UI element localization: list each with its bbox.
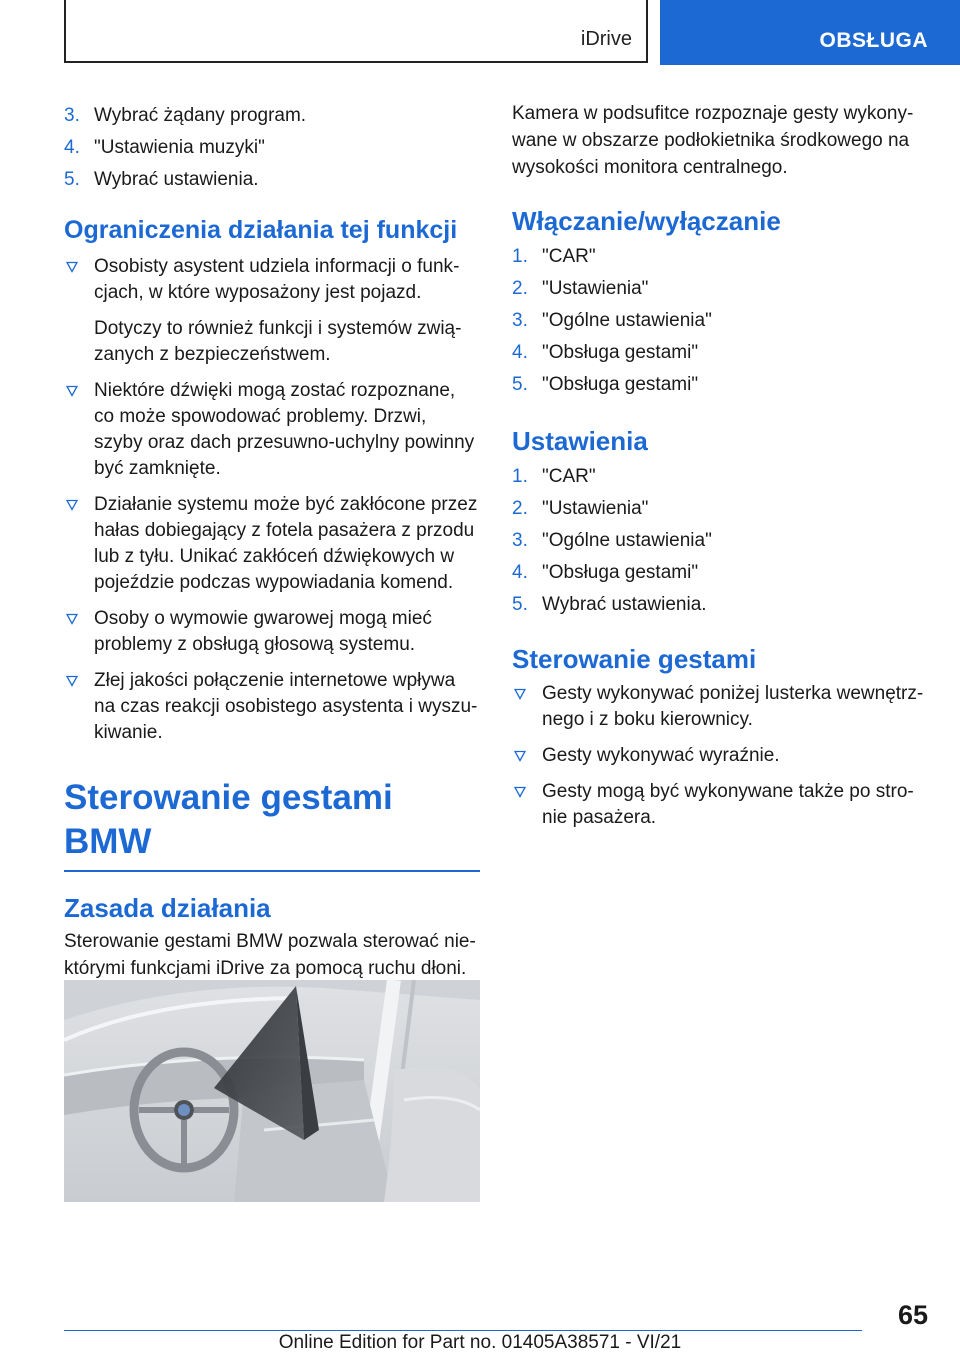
list-item xyxy=(512,493,928,525)
gesture-text: Gesty mogą być wykonywane także po stronie pasażera. xyxy=(542,781,914,828)
list-item xyxy=(512,241,928,273)
footer-rule xyxy=(64,1330,862,1331)
step-number: 3. xyxy=(64,105,80,126)
gesture-heading: Sterowanie gestami xyxy=(512,644,757,674)
heading-rule xyxy=(64,870,480,872)
list-item xyxy=(512,273,928,305)
list-item xyxy=(512,461,928,493)
step-text: "Ustawienia" xyxy=(542,278,649,299)
triangle-bullet-icon xyxy=(66,261,78,273)
list-item xyxy=(512,337,928,369)
step-text: "Ustawienia muzyki" xyxy=(94,137,265,158)
triangle-bullet-icon xyxy=(514,750,526,762)
list-item xyxy=(512,369,928,401)
limits-list xyxy=(64,254,480,746)
limit-text: Osobisty asystent udziela informacji o funkcjach, w które wyposażony jest pojazd. xyxy=(94,256,460,303)
car-interior-graphic xyxy=(64,980,480,1202)
step-text: Wybrać ustawienia. xyxy=(94,169,259,190)
list-item xyxy=(512,743,928,769)
limit-text: Osoby o wymowie gwarowej mogą mieć problemy z obsługą głosową systemu. xyxy=(94,608,432,655)
page-number: 65 xyxy=(897,1300,928,1330)
step-text: "Ustawienia" xyxy=(542,498,649,519)
step-number: 3. xyxy=(512,530,528,551)
settings-heading: Ustawienia xyxy=(512,426,648,456)
step-text: "Obsługa gestami" xyxy=(542,342,699,363)
car-interior-illustration xyxy=(64,980,480,1202)
step-text: "CAR" xyxy=(542,466,596,487)
limit-text: Niektóre dźwięki mogą zostać rozpoznane, co może spowodować problemy. Drzwi, szyby oraz dach przesuwno-uchylny powinny być zamknięte. xyxy=(94,380,475,479)
settings-steps xyxy=(512,461,928,621)
list-item xyxy=(64,668,480,746)
onoff-steps xyxy=(512,241,928,401)
triangle-bullet-icon xyxy=(66,675,78,687)
intro-text: Kamera w podsufitce rozpoznaje gesty wykonywane w obszarze podłokietnika środkowego na wysokości monitora centralnego. xyxy=(512,103,914,178)
gesture-text: Gesty wykonywać wyraźnie. xyxy=(542,745,780,766)
limit-text: Dotyczy to również funkcji i systemów związanych z bezpieczeństwem. xyxy=(94,318,462,365)
onoff-heading: Włączanie/wyłączanie xyxy=(512,206,781,236)
triangle-bullet-icon xyxy=(66,385,78,397)
step-text: Wybrać ustawienia. xyxy=(542,594,707,615)
list-item xyxy=(512,305,928,337)
step-text: "Obsługa gestami" xyxy=(542,374,699,395)
right-column xyxy=(512,100,928,831)
triangle-bullet-icon xyxy=(514,786,526,798)
limit-text: Złej jakości połączenie internetowe wpływa na czas reakcji osobistego asystenta i wyszukiwanie. xyxy=(94,670,478,743)
step-number: 5. xyxy=(64,169,80,190)
list-item xyxy=(64,132,480,164)
principle-heading: Zasada działania xyxy=(64,893,271,923)
main-heading: Sterowanie gestami BMW xyxy=(64,778,393,861)
program-steps xyxy=(64,100,480,196)
list-item xyxy=(512,681,928,733)
list-item xyxy=(512,589,928,621)
triangle-bullet-icon xyxy=(66,613,78,625)
left-column xyxy=(64,100,480,1042)
header-section-box xyxy=(64,0,648,63)
step-number: 2. xyxy=(512,498,528,519)
triangle-bullet-icon xyxy=(66,499,78,511)
list-item xyxy=(64,100,480,132)
step-text: "Obsługa gestami" xyxy=(542,562,699,583)
edition-note: Online Edition for Part no. 01405A38571 - VI/21 xyxy=(278,1332,682,1353)
list-item xyxy=(512,779,928,831)
header-chapter-tab xyxy=(660,0,960,65)
step-number: 4. xyxy=(512,562,528,583)
step-number: 5. xyxy=(512,594,528,615)
header-section-title: iDrive xyxy=(580,28,632,50)
step-number: 1. xyxy=(512,466,528,487)
step-text: Wybrać żądany program. xyxy=(94,105,307,126)
triangle-bullet-icon xyxy=(514,688,526,700)
gesture-list xyxy=(512,681,928,831)
gesture-text: Gesty wykonywać poniżej lusterka wewnętrznego i z boku kierownicy. xyxy=(542,683,924,730)
step-number: 5. xyxy=(512,374,528,395)
limit-text: Działanie systemu może być zakłócone przez hałas dobiegający z fotela pasażera z przodu lub z tyłu. Unikać zakłóceń dźwiękowych w pojeździe podczas wypowiadania komend. xyxy=(94,494,478,593)
list-item xyxy=(512,557,928,589)
step-number: 2. xyxy=(512,278,528,299)
principle-text: Sterowanie gestami BMW pozwala sterować niektórymi funkcjami iDrive za pomocą ruchu dłoni. xyxy=(64,931,476,979)
step-number: 3. xyxy=(512,310,528,331)
step-text: "CAR" xyxy=(542,246,596,267)
list-item xyxy=(64,492,480,596)
header-chapter-title: OBSŁUGA xyxy=(819,29,928,52)
list-item xyxy=(64,164,480,196)
list-item xyxy=(512,525,928,557)
step-number: 4. xyxy=(512,342,528,363)
list-item xyxy=(64,606,480,658)
step-number: 4. xyxy=(64,137,80,158)
list-item xyxy=(64,254,480,368)
step-number: 1. xyxy=(512,246,528,267)
list-item xyxy=(64,378,480,482)
step-text: "Ogólne ustawienia" xyxy=(542,530,712,551)
step-text: "Ogólne ustawienia" xyxy=(542,310,712,331)
limits-heading: Ograniczenia działania tej funkcji xyxy=(64,216,458,244)
